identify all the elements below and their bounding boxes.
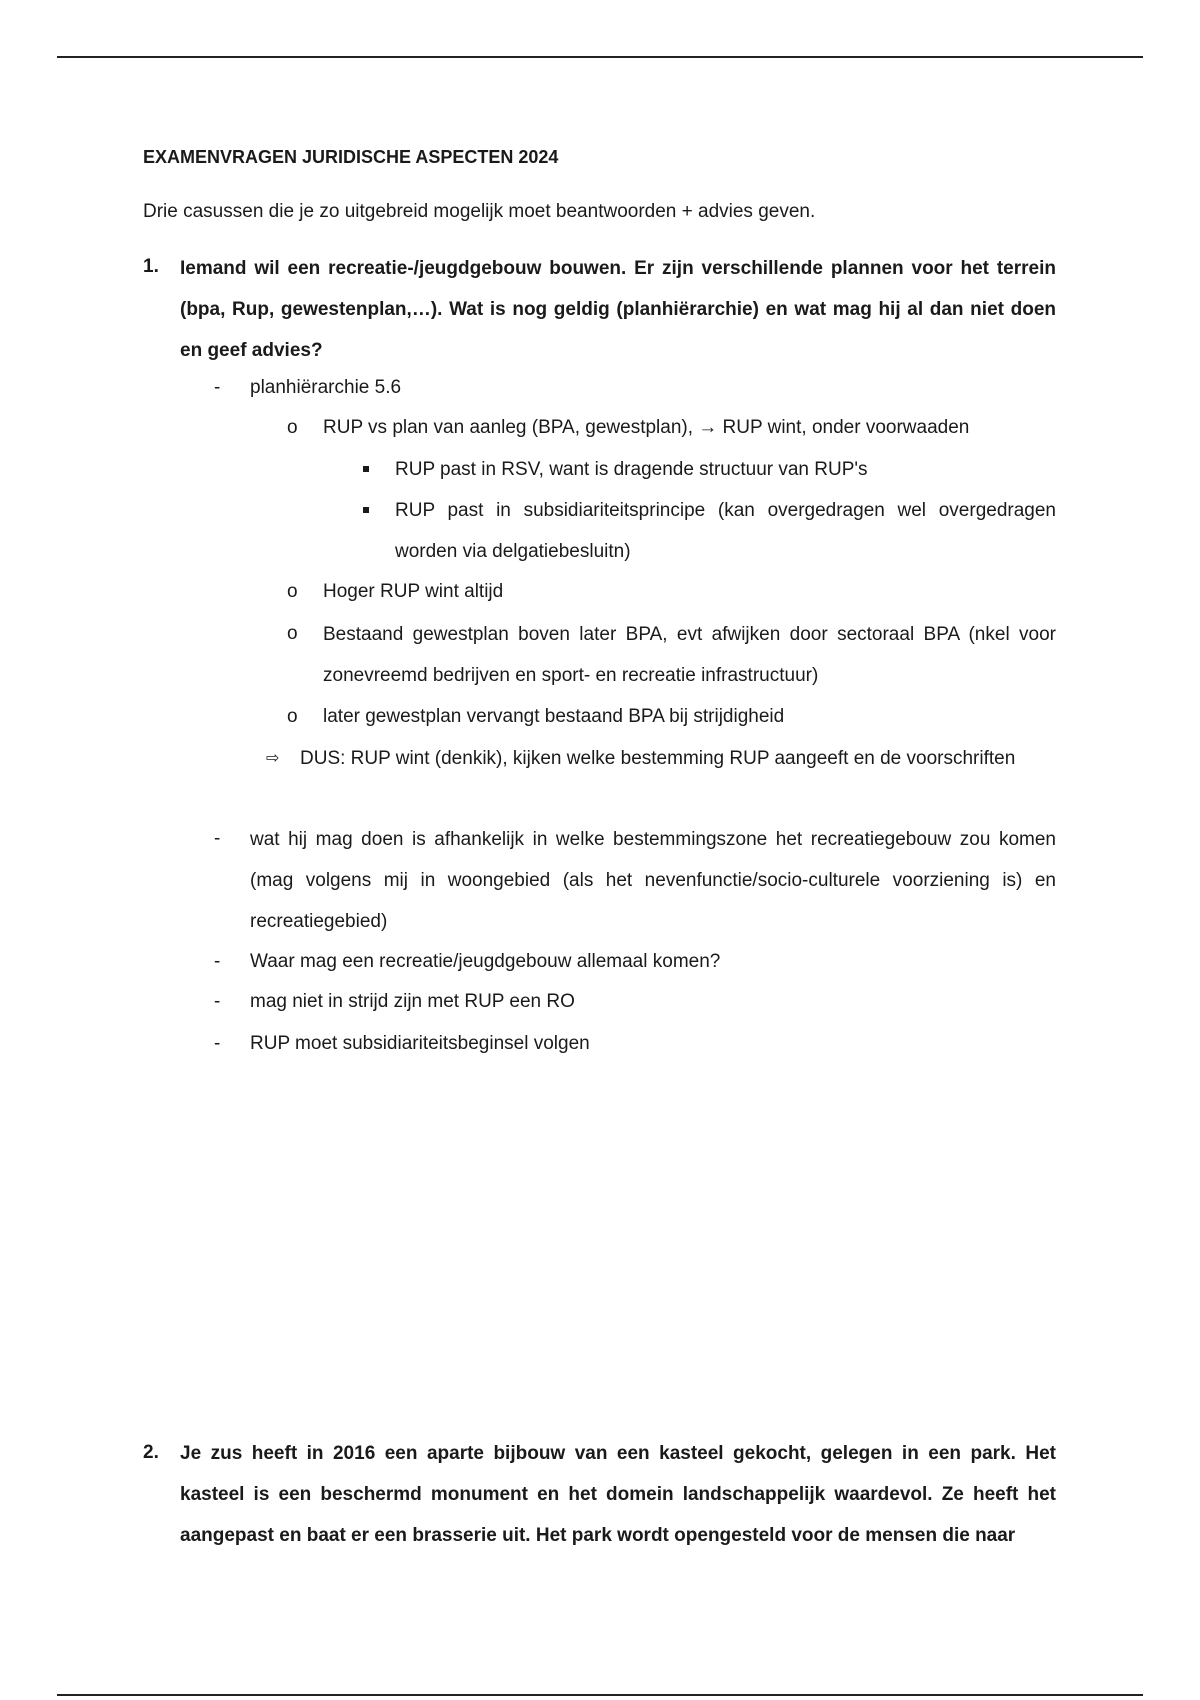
question-1-number: 1. xyxy=(143,256,159,277)
dash-marker: - xyxy=(214,991,221,1012)
answer-bestemmingszone: wat hij mag doen is afhankelijk in welke bestemmingszone het recreatiegebouw zou komen (mag volgens mij in woongebied (als het nevenfunctie/socio-culturele voorziening is) en recreatiegebied) xyxy=(250,829,1056,932)
circle-marker: o xyxy=(287,417,298,438)
answer-strijd-rup: mag niet in strijd zijn met RUP een RO xyxy=(250,991,575,1012)
header-rule xyxy=(57,56,1143,58)
question-2-text: Je zus heeft in 2016 een aparte bijbouw van een kasteel gekocht, gelegen in een park. Het kasteel is een beschermd monument en het domein landschappelijk waardevol. Ze heeft het aangepast en baat er een brasserie uit. Het park wordt opengesteld voor de mensen die naar xyxy=(180,1443,1056,1546)
answer-bestaand-gewestplan: Bestaand gewestplan boven later BPA, evt afwijken door sectoraal BPA (nkel voor zonevreemd bedrijven en sport- en recreatie infrastructuur) xyxy=(323,624,1056,686)
answer-later-gewestplan: later gewestplan vervangt bestaand BPA bij strijdigheid xyxy=(323,706,785,727)
answer-waar-mag: Waar mag een recreatie/jeugdgebouw allemaal komen? xyxy=(250,951,721,972)
circle-marker: o xyxy=(287,581,298,602)
square-bullet-icon xyxy=(363,466,369,472)
dash-marker: - xyxy=(214,828,221,849)
answer-rup-subsidiariteit: RUP past in subsidiariteitsprincipe (kan overgedragen wel overgedragen worden via delgatiebesluitn) xyxy=(395,500,1056,562)
intro-paragraph: Drie casussen die je zo uitgebreid mogelijk moet beantwoorden + advies geven. xyxy=(143,201,816,222)
square-bullet-icon xyxy=(363,507,369,513)
footer-rule xyxy=(57,1694,1143,1696)
circle-marker: o xyxy=(287,706,298,727)
question-2-number: 2. xyxy=(143,1442,159,1463)
answer-conclusion: DUS: RUP wint (denkik), kijken welke bestemming RUP aangeeft en de voorschriften xyxy=(300,748,1016,769)
answer-rup-rsv: RUP past in RSV, want is dragende structuur van RUP's xyxy=(395,459,868,480)
answer-rup-vs-plan: RUP vs plan van aanleg (BPA, gewestplan), → RUP wint, onder voorwaaden xyxy=(323,417,970,438)
dash-marker: - xyxy=(214,951,221,972)
circle-marker: o xyxy=(287,623,298,644)
document-title: EXAMENVRAGEN JURIDISCHE ASPECTEN 2024 xyxy=(143,147,559,167)
answer-subsidiariteitsbeginsel: RUP moet subsidiariteitsbeginsel volgen xyxy=(250,1033,590,1054)
answer-planhierarchie: planhiërarchie 5.6 xyxy=(250,377,402,398)
question-1-text: Iemand wil een recreatie-/jeugdgebouw bouwen. Er zijn verschillende plannen voor het terrein (bpa, Rup, gewestenplan,…). Wat is nog geldig (planhiërarchie) en wat mag hij al dan niet doen en geef advies? xyxy=(180,258,1056,361)
dash-marker: - xyxy=(214,377,221,398)
dash-marker: - xyxy=(214,1033,221,1054)
answer-hoger-rup: Hoger RUP wint altijd xyxy=(323,581,504,602)
arrow-right-icon: ⇨ xyxy=(266,750,280,767)
